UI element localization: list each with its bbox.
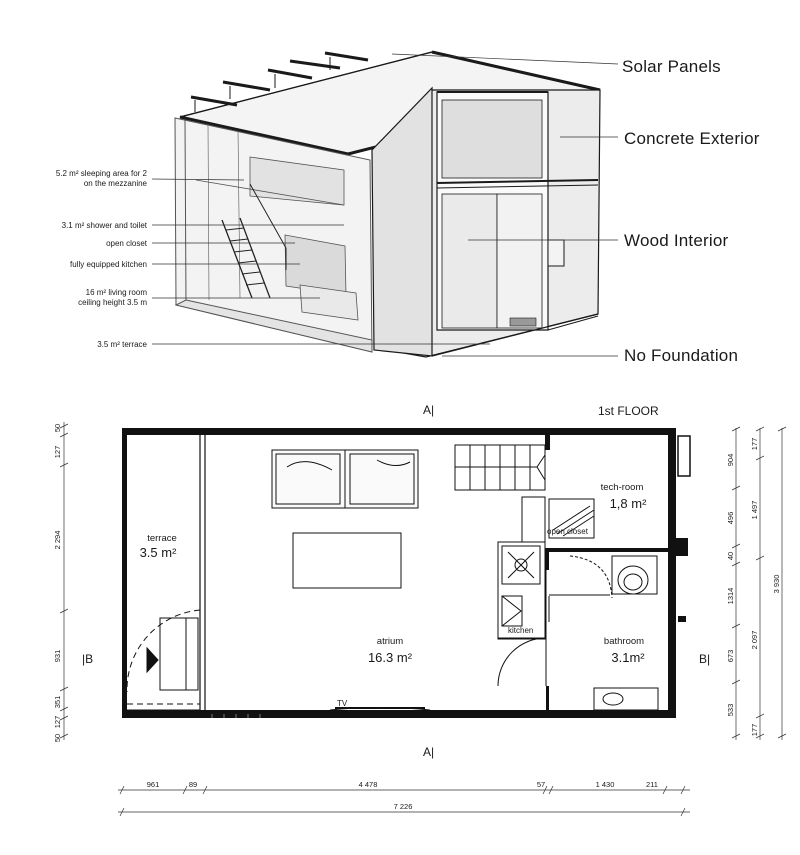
label-wood-interior: Wood Interior	[624, 231, 729, 250]
concrete-shell	[372, 88, 600, 357]
dim-right-mid-0: 177	[750, 437, 759, 451]
dim-right-mid-2: 2 097	[750, 630, 759, 650]
plan-terrace-features	[127, 610, 200, 712]
bottom-dimension-labels	[147, 780, 658, 811]
label-living-room: 16 m² living room	[85, 288, 147, 297]
label-shower-toilet: 3.1 m² shower and toilet	[61, 221, 147, 230]
dim-right-mid-1: 1 497	[750, 500, 759, 520]
dim-right-inner-1: 496	[726, 511, 735, 525]
dim-right-inner-3: 1314	[726, 587, 735, 605]
left-dimension-labels	[53, 424, 62, 742]
right-mid-dimension-labels	[750, 438, 759, 737]
dim-right-mid-3: 177	[750, 723, 759, 737]
label-kitchen: fully equipped kitchen	[70, 260, 147, 269]
dim-right-inner-2: 40	[726, 551, 735, 561]
room-bathroom-name: bathroom	[603, 636, 645, 647]
room-tech-name: tech-room	[600, 482, 644, 493]
plan-stairs	[455, 445, 545, 490]
dim-left-0: 50	[53, 423, 62, 433]
dim-left-1: 127	[53, 445, 62, 459]
room-atrium-name: atrium	[376, 636, 404, 647]
room-terrace-area: 3.5 m²	[139, 545, 177, 560]
room-closet-label: open closet	[547, 527, 588, 536]
dim-bottom-2: 4 478	[358, 780, 378, 789]
label-sleeping-area: 5.2 m² sleeping area for 2	[55, 169, 147, 178]
dim-left-5: 127	[53, 715, 62, 729]
dim-right-inner-4: 673	[726, 649, 735, 663]
label-concrete-exterior: Concrete Exterior	[624, 129, 760, 148]
room-tech-area: 1,8 m²	[609, 496, 647, 511]
label-terrace: 3.5 m² terrace	[97, 340, 147, 349]
dim-right-inner-5: 533	[726, 703, 735, 717]
room-kitchen-label: kitchen	[508, 626, 534, 635]
dim-bottom-0: 961	[146, 780, 160, 789]
section-b-right: B|	[699, 652, 711, 666]
dim-right-inner-0: 904	[726, 453, 735, 467]
room-bathroom-area: 3.1m²	[611, 650, 645, 665]
plan-title: 1st FLOOR	[598, 404, 659, 418]
axonometric-view	[56, 52, 760, 365]
dim-left-2: 2 294	[53, 530, 62, 550]
label-mezzanine: on the mezzanine	[83, 179, 147, 188]
label-no-foundation: No Foundation	[624, 346, 739, 365]
plan-bathroom	[570, 556, 658, 710]
room-atrium-area: 16.3 m²	[367, 650, 413, 665]
plan-sofa	[272, 450, 418, 508]
tv-label: TV	[337, 699, 348, 708]
section-a-bottom: A|	[423, 745, 435, 759]
label-open-closet: open closet	[106, 239, 147, 248]
room-terrace-name: terrace	[147, 533, 177, 544]
dim-bottom-5: 211	[646, 780, 658, 789]
dim-bottom-3: 57	[536, 780, 546, 789]
label-solar-panels: Solar Panels	[622, 57, 721, 76]
section-b-left: |B	[82, 652, 94, 666]
plan-table	[293, 533, 401, 588]
label-ceiling-height: ceiling height 3.5 m	[78, 298, 147, 307]
dim-bottom-1: 89	[188, 780, 198, 789]
dim-left-6: 50	[53, 733, 62, 743]
floor-plan	[82, 403, 710, 759]
dim-left-4: 351	[53, 695, 62, 709]
dim-bottom-4: 1 430	[595, 780, 615, 789]
dim-bottom-total: 7 226	[393, 802, 413, 811]
right-inner-dimension-labels	[726, 454, 735, 717]
section-a-top: A|	[423, 403, 435, 417]
plan-door	[498, 638, 546, 686]
dim-right-total: 3 930	[772, 574, 781, 594]
dim-left-3: 931	[53, 649, 62, 663]
